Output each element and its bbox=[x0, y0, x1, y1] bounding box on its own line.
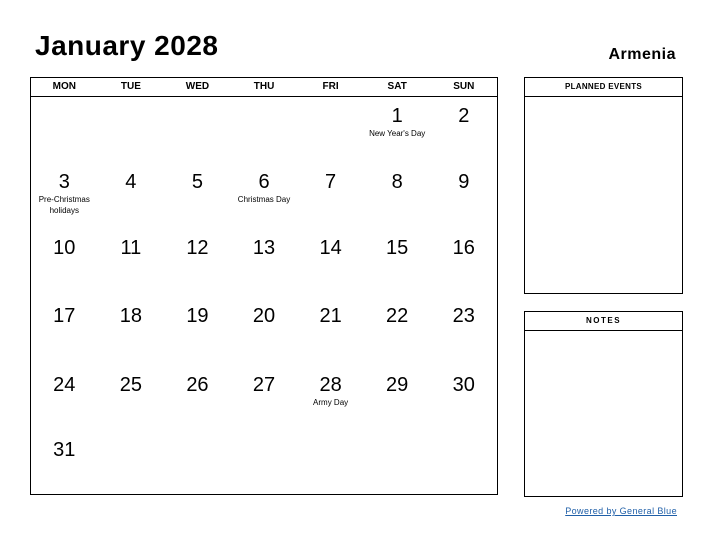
day-number: 13 bbox=[252, 237, 276, 259]
weekday-tue: TUE bbox=[120, 81, 141, 92]
day-cell bbox=[31, 163, 98, 229]
day-cell bbox=[297, 97, 364, 163]
day-number: 24 bbox=[53, 374, 76, 396]
day-cell bbox=[297, 431, 364, 494]
weekday-mon: MON bbox=[52, 81, 76, 92]
day-cell bbox=[430, 366, 497, 431]
day-number: 18 bbox=[119, 305, 142, 327]
country-label: Armenia bbox=[608, 46, 676, 63]
day-cell bbox=[430, 163, 497, 229]
day-cell bbox=[364, 297, 431, 366]
day-cell bbox=[430, 97, 497, 163]
day-cell bbox=[297, 229, 364, 297]
day-cell bbox=[364, 163, 431, 229]
day-number: 23 bbox=[452, 305, 475, 327]
holiday-label: New Year's Day bbox=[369, 129, 426, 138]
day-cell bbox=[31, 366, 98, 431]
calendar-weeks bbox=[31, 97, 497, 494]
day-cell bbox=[164, 366, 231, 431]
day-cell bbox=[31, 97, 98, 163]
calendar-week-row bbox=[31, 297, 497, 366]
notes-panel bbox=[524, 311, 683, 497]
holiday-label: Army Day bbox=[313, 398, 349, 407]
day-number bbox=[364, 431, 431, 440]
day-cell bbox=[164, 163, 231, 229]
calendar-week-row bbox=[31, 229, 497, 297]
day-cell bbox=[98, 97, 165, 163]
day-cell bbox=[430, 297, 497, 366]
calendar-week-row bbox=[31, 97, 497, 163]
calendar-grid bbox=[30, 77, 498, 495]
holiday-label: Pre-Christmas holidays bbox=[38, 195, 90, 215]
planned-events-heading: PLANNED EVENTS bbox=[525, 78, 682, 97]
day-cell bbox=[231, 97, 298, 163]
day-number bbox=[98, 97, 165, 106]
day-number bbox=[297, 431, 364, 440]
day-number: 28 bbox=[319, 374, 342, 396]
calendar-week-row bbox=[31, 163, 497, 229]
day-cell bbox=[231, 163, 298, 229]
day-number: 14 bbox=[319, 237, 342, 259]
day-number: 12 bbox=[186, 237, 209, 259]
day-cell bbox=[231, 229, 298, 297]
day-cell bbox=[31, 229, 98, 297]
weekday-header-row bbox=[31, 78, 497, 97]
day-cell bbox=[231, 431, 298, 494]
day-number: 16 bbox=[452, 237, 475, 259]
day-cell bbox=[164, 97, 231, 163]
calendar-week-row bbox=[31, 366, 497, 431]
holiday-label: Christmas Day bbox=[237, 195, 291, 204]
weekday-fri: FRI bbox=[322, 81, 339, 92]
day-number bbox=[297, 97, 364, 106]
day-number: 1 bbox=[391, 105, 403, 127]
weekday-sat: SAT bbox=[387, 81, 407, 92]
day-cell bbox=[364, 229, 431, 297]
planned-events-panel bbox=[524, 77, 683, 294]
day-cell bbox=[98, 297, 165, 366]
day-number bbox=[231, 431, 298, 440]
day-number: 6 bbox=[258, 171, 270, 193]
day-number: 9 bbox=[458, 171, 470, 193]
day-number bbox=[430, 431, 497, 440]
day-cell bbox=[364, 97, 431, 163]
day-number: 3 bbox=[58, 171, 70, 193]
day-cell bbox=[98, 431, 165, 494]
day-number: 27 bbox=[252, 374, 276, 396]
day-cell bbox=[364, 431, 431, 494]
weekday-sun: SUN bbox=[453, 81, 475, 92]
day-number: 30 bbox=[452, 374, 475, 396]
day-cell bbox=[297, 163, 364, 229]
day-cell bbox=[98, 366, 165, 431]
day-number: 5 bbox=[191, 171, 203, 193]
day-number: 29 bbox=[386, 374, 409, 396]
day-number: 4 bbox=[125, 171, 137, 193]
day-number: 2 bbox=[458, 105, 470, 127]
powered-by-link[interactable]: Powered by General Blue bbox=[565, 506, 677, 516]
weekday-wed: WED bbox=[185, 81, 210, 92]
day-number: 25 bbox=[119, 374, 142, 396]
day-number: 26 bbox=[186, 374, 209, 396]
day-cell bbox=[364, 366, 431, 431]
day-number: 31 bbox=[53, 439, 76, 461]
day-number bbox=[164, 97, 231, 106]
day-number: 8 bbox=[391, 171, 403, 193]
day-cell bbox=[430, 431, 497, 494]
day-number: 22 bbox=[386, 305, 409, 327]
day-number bbox=[231, 97, 298, 106]
day-cell bbox=[164, 431, 231, 494]
day-cell bbox=[430, 229, 497, 297]
day-cell bbox=[297, 366, 364, 431]
day-number: 19 bbox=[186, 305, 209, 327]
day-number bbox=[164, 431, 231, 440]
day-cell bbox=[98, 229, 165, 297]
weekday-thu: THU bbox=[253, 81, 275, 92]
day-number: 11 bbox=[120, 237, 142, 259]
day-cell bbox=[297, 297, 364, 366]
day-cell bbox=[31, 297, 98, 366]
day-number: 17 bbox=[53, 305, 76, 327]
day-cell bbox=[231, 366, 298, 431]
day-number: 20 bbox=[252, 305, 276, 327]
day-number: 15 bbox=[386, 237, 409, 259]
calendar-week-row bbox=[31, 431, 497, 494]
day-cell bbox=[98, 163, 165, 229]
day-cell bbox=[164, 297, 231, 366]
day-number: 21 bbox=[319, 305, 342, 327]
day-number bbox=[98, 431, 165, 440]
page-title: January 2028 bbox=[35, 30, 219, 61]
day-number bbox=[31, 97, 98, 106]
day-cell bbox=[231, 297, 298, 366]
day-number: 10 bbox=[53, 237, 76, 259]
day-cell bbox=[31, 431, 98, 494]
notes-heading: NOTES bbox=[525, 312, 682, 331]
day-cell bbox=[164, 229, 231, 297]
day-number: 7 bbox=[325, 171, 337, 193]
